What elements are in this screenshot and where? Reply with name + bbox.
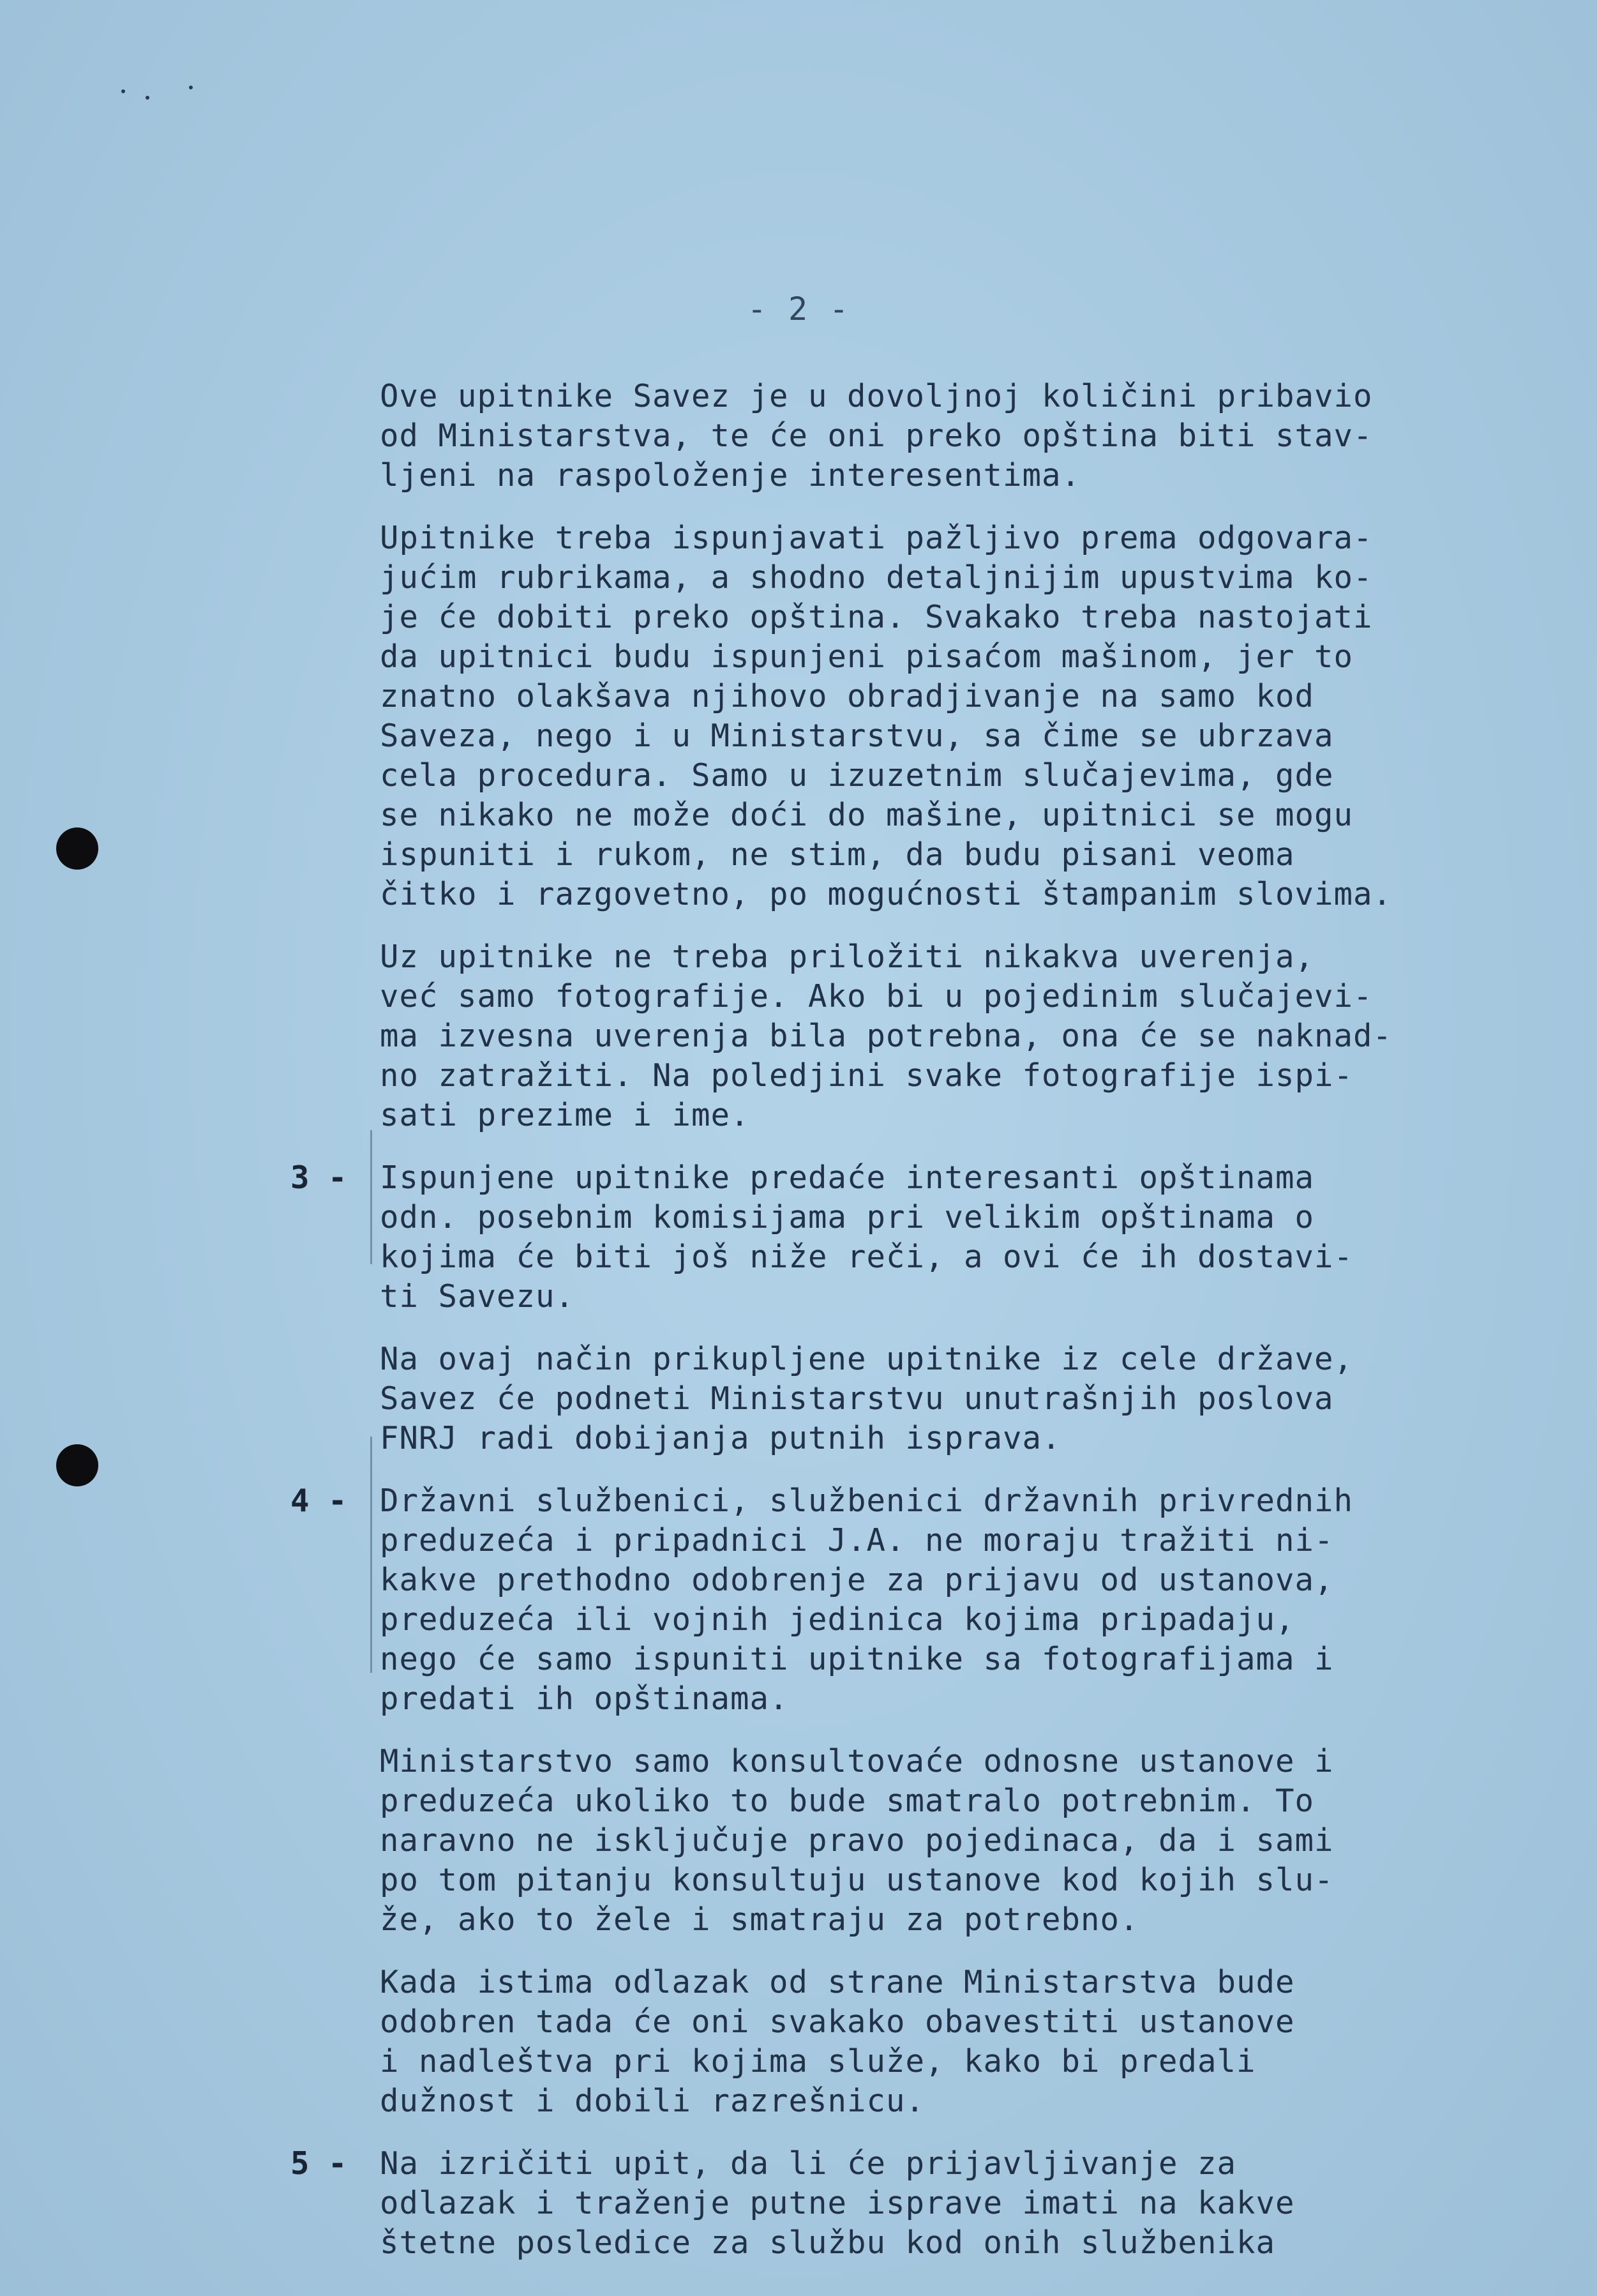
paragraph-text: Ove upitnike Savez je u dovoljnoj količini pribavio od Ministarstva, te će oni preko opština biti stav- ljeni na raspoloženje interesentima. (380, 378, 1373, 494)
numbered-item (290, 1481, 1401, 1719)
paragraph (380, 937, 1401, 1135)
ink-speck (121, 89, 125, 93)
paragraph (380, 377, 1401, 495)
item-number: 5 - (290, 2145, 347, 2182)
paragraph-text: Kada istima odlazak od strane Ministarstva bude odobren tada će oni svakako obavestiti ustanove i nadleštva pri kojima služe, kako bi predali dužnost i dobili razrešnicu. (380, 1964, 1295, 2119)
document-body (290, 377, 1401, 2286)
paragraph-text: Na ovaj način prikupljene upitnike iz cele države, Savez će podneti Ministarstvu unutrašnjih poslova FNRJ radi dobijanja putnih isprava. (380, 1341, 1354, 1456)
punch-hole-top (56, 827, 98, 870)
paragraph-text: Upitnike treba ispunjavati pažljivo prema odgovara- jućim rubrikama, a shodno detaljnijim upustvima ko- je će dobiti preko opština. Svakako treba nastojati da upitnici budu ispunjeni pisaćom mašinom, jer to znatno olakšava njihovo obradjivanje na samo kod Saveza, nego i u Ministarstvu, sa čime se ubrzava cela procedura. Samo u izuzetnim slučajevima, gde se nikako ne može doći do mašine, upitnici se mogu ispuniti i rukom, ne stim, da budu pisani veoma čitko i razgovetno, po mogućnosti štampanim slovima. (380, 520, 1393, 912)
ink-speck (146, 96, 149, 100)
paragraph-text: Ministarstvo samo konsultovaće odnosne ustanove i preduzeća ukoliko to bude smatralo potrebnim. To naravno ne isključuje pravo pojedinaca, da i sami po tom pitanju konsultuju ustanove kod kojih slu- že, ako to žele i smatraju za potrebno. (380, 1743, 1334, 1938)
item-number: 3 - (290, 1159, 347, 1196)
item-number: 4 - (290, 1483, 347, 1519)
paragraph-text: Uz upitnike ne treba priložiti nikakva uverenja, već samo fotografije. Ako bi u pojedinim slučajevi- ma izvesna uverenja bila potrebna, ona će se naknad- no zatražiti. Na poledjini svake fotografije ispi- sati prezime i ime. (380, 939, 1393, 1133)
paragraph (380, 1340, 1401, 1458)
ink-speck (189, 86, 193, 89)
paragraph (380, 1963, 1401, 2121)
paragraph-text: Državni službenici, službenici državnih privrednih preduzeća i pripadnici J.A. ne moraju tražiti ni- kakve prethodno odobrenje za prijavu od ustanova, preduzeća ili vojnih jedinica kojima pripadaju, nego će samo ispuniti upitnike sa fotografijama i predati ih opštinama. (380, 1483, 1354, 1717)
numbered-item (290, 1158, 1401, 1317)
paragraph-text: Na izričiti upit, da li će prijavljivanje za odlazak i traženje putne isprave imati na kakve štetne posledice za službu kod onih službenika (380, 2145, 1295, 2261)
margin-line (370, 1437, 372, 1673)
page-number: - 2 - (747, 291, 850, 328)
numbered-item (290, 2144, 1401, 2263)
paragraph (380, 518, 1401, 914)
punch-hole-bottom (56, 1444, 98, 1486)
paragraph-text: Ispunjene upitnike predaće interesanti opštinama odn. posebnim komisijama pri velikim opštinama o kojima će biti još niže reči, a ovi će ih dostavi- ti Savezu. (380, 1159, 1354, 1315)
margin-line (370, 1130, 372, 1264)
paragraph (380, 1742, 1401, 1940)
